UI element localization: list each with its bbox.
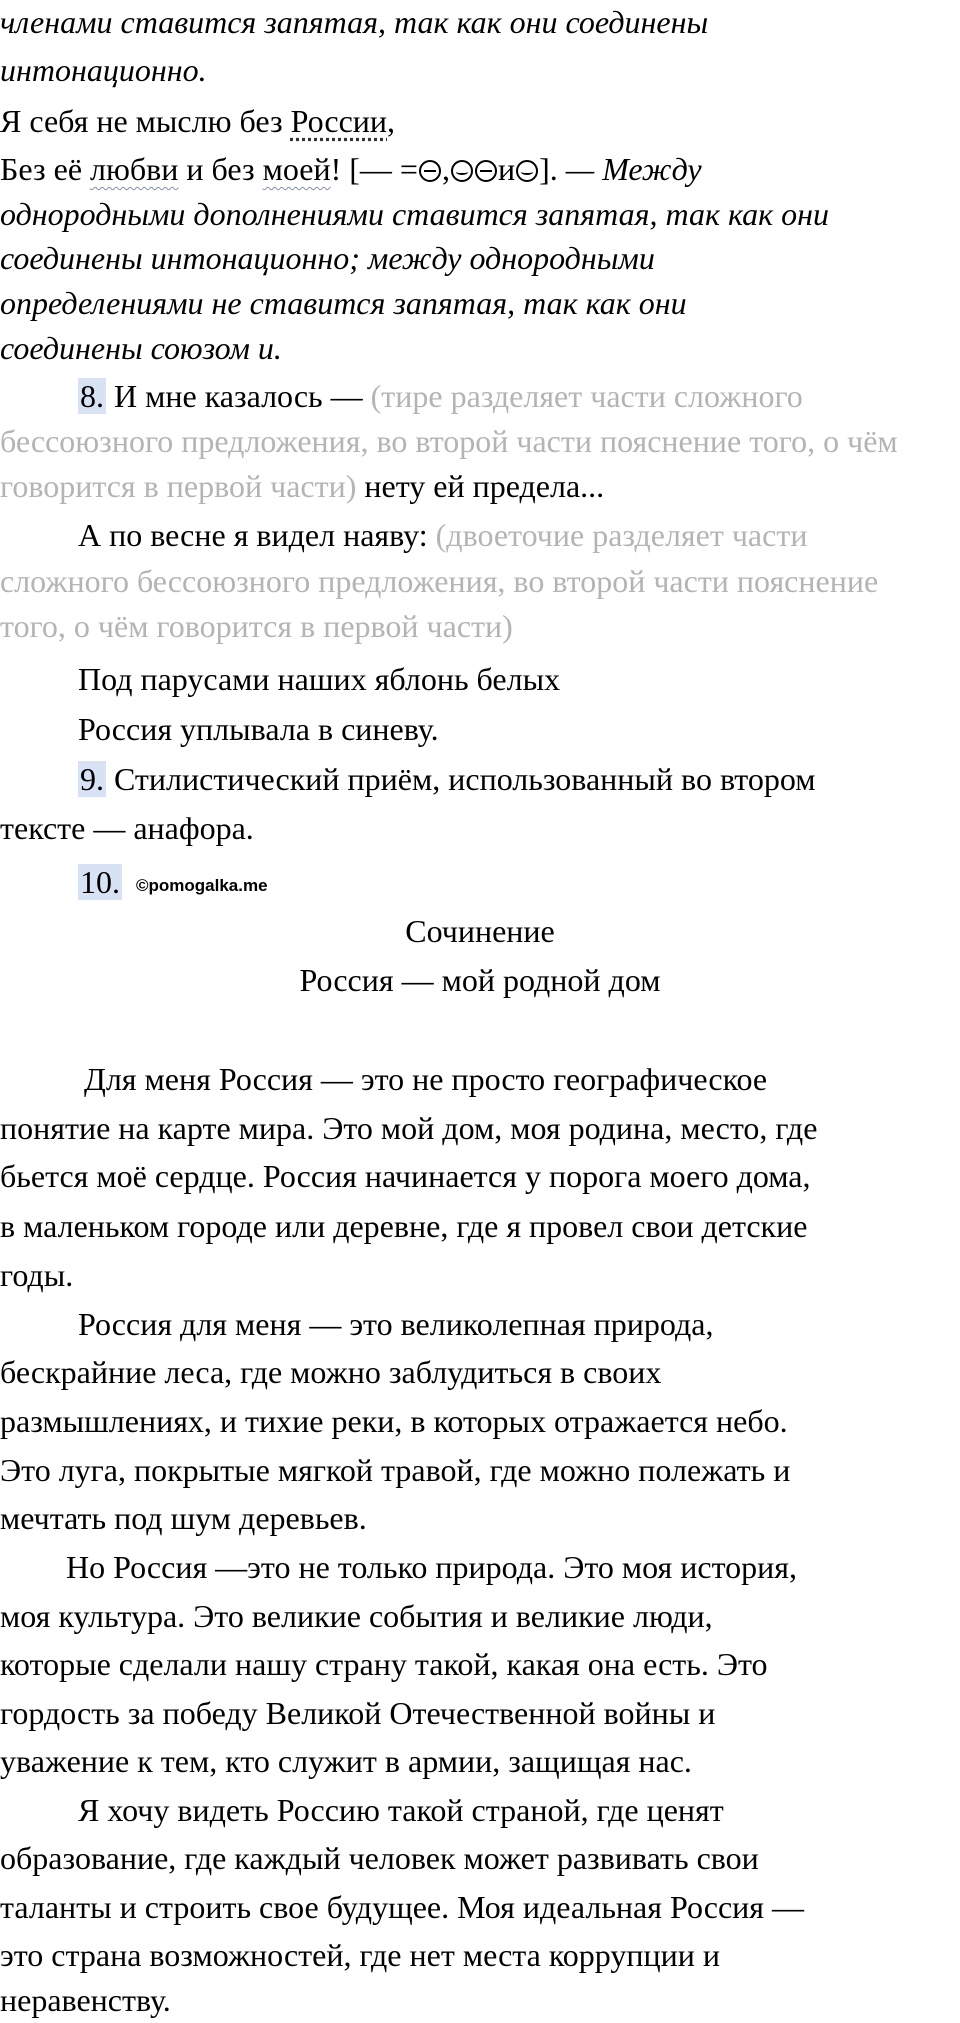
wave-circle-icon <box>516 160 538 182</box>
explanation-text: соединены союзом и. <box>0 330 282 366</box>
essay-subtitle-text: Россия — мой родной дом <box>299 962 661 998</box>
gray-comment: говорится в первой части) <box>0 468 357 504</box>
text-line <box>0 283 960 323</box>
essay-subtitle <box>0 960 960 1000</box>
essay-line <box>0 1108 960 1148</box>
gray-comment: того, о чём говорится в первой части) <box>0 608 513 644</box>
essay-text: Для меня Россия — это не просто географическое <box>84 1061 768 1097</box>
poem-text: И мне казалось — <box>106 378 371 414</box>
task-number: 8. <box>80 378 104 414</box>
essay-line <box>0 1401 960 1441</box>
essay-line <box>0 1790 960 1830</box>
scheme-text: и <box>497 151 516 187</box>
wave-circle-icon <box>451 160 473 182</box>
answer-text: тексте — анафора. <box>0 810 254 846</box>
poem-text: Россия уплывала в синеву. <box>78 711 439 747</box>
essay-text: неравенству. <box>0 1982 171 2018</box>
scheme-text: , <box>441 151 450 187</box>
scheme-text: ! [— = <box>330 151 418 187</box>
poem-line <box>0 101 960 141</box>
text-line <box>0 466 960 506</box>
essay-text: Но Россия —это не только природа. Это моя история, <box>66 1549 797 1585</box>
watermark-logo: ©pomogalka.me <box>136 875 268 895</box>
essay-line <box>0 1741 960 1781</box>
essay-text: уважение к тем, кто служит в армии, защищая нас. <box>0 1743 692 1779</box>
essay-line <box>0 1838 960 1878</box>
dash-circle-icon <box>419 160 441 182</box>
essay-title-text: Сочинение <box>405 913 555 949</box>
essay-line <box>0 1206 960 1246</box>
answer-10-line <box>0 862 960 906</box>
essay-text: таланты и строить свое будущее. Моя идеальная Россия — <box>0 1889 805 1925</box>
text-line <box>0 2 960 42</box>
answer-text: Стилистический приём, использованный во втором <box>106 761 816 797</box>
essay-line <box>0 1059 960 1099</box>
poem-line <box>0 709 960 749</box>
essay-text: размышлениях, и тихие реки, в которых отражается небо. <box>0 1403 788 1439</box>
essay-text: в маленьком городе или деревне, где я провел свои детские <box>0 1208 808 1244</box>
essay-text: это страна возможностей, где нет места коррупции и <box>0 1937 720 1973</box>
poem-text: нету ей предела... <box>356 468 605 504</box>
essay-title <box>0 911 960 951</box>
task-number: 9. <box>80 761 104 797</box>
text-line <box>0 194 960 234</box>
essay-line <box>0 1644 960 1684</box>
essay-text: годы. <box>0 1257 74 1293</box>
explanation-text: однородными дополнениями ставится запятая, так как они <box>0 196 829 232</box>
poem-text: Без её <box>0 151 91 187</box>
text-line <box>0 328 960 368</box>
essay-line <box>0 1255 960 1295</box>
gray-comment: сложного бессоюзного предложения, во второй части пояснение <box>0 563 879 599</box>
poem-text: Я себя не мыслю без <box>0 103 291 139</box>
poem-text: и без <box>178 151 263 187</box>
essay-line <box>0 1693 960 1733</box>
essay-text: моя культура. Это великие события и великие люди, <box>0 1598 713 1634</box>
explanation-text: интонационно. <box>0 52 207 88</box>
essay-text: Россия для меня — это великолепная природа, <box>78 1306 714 1342</box>
gray-comment: бессоюзного предложения, во второй части пояснение того, о чём <box>0 423 898 459</box>
essay-line <box>0 1596 960 1636</box>
text-line <box>0 515 960 555</box>
essay-line <box>0 1450 960 1490</box>
essay-line <box>0 1980 960 2020</box>
essay-text: которые сделали нашу страну такой, какая она есть. Это <box>0 1646 768 1682</box>
essay-text: понятие на карте мира. Это мой дом, моя родина, место, где <box>0 1110 818 1146</box>
text-line <box>0 50 960 90</box>
essay-line <box>0 1304 960 1344</box>
scheme-text: ]. <box>539 151 566 187</box>
essay-text: бьется моё сердце. Россия начинается у порога моего дома, <box>0 1158 811 1194</box>
poem-line <box>0 659 960 699</box>
explanation-text: членами ставится запятая, так как они соединены <box>0 4 709 40</box>
text-line <box>0 808 960 848</box>
explanation-text: — Между <box>565 151 702 187</box>
essay-line <box>0 1498 960 1538</box>
essay-text: Это луга, покрытые мягкой травой, где можно полежать и <box>0 1452 791 1488</box>
essay-line <box>0 1547 960 1587</box>
text-line <box>0 421 960 461</box>
modifier-underlined-word: моей <box>262 151 331 187</box>
text-line <box>0 606 960 646</box>
text-line <box>0 561 960 601</box>
essay-text: мечтать под шум деревьев. <box>0 1500 367 1536</box>
explanation-text: соединены интонационно; между однородными <box>0 240 655 276</box>
explanation-text: определениями не ставится запятая, так как они <box>0 285 687 321</box>
answer-9-line <box>0 759 960 799</box>
essay-line <box>0 1156 960 1196</box>
essay-line <box>0 1935 960 1975</box>
essay-text: образование, где каждый человек может развивать свои <box>0 1840 759 1876</box>
gray-comment: (тире разделяет части сложного <box>370 378 803 414</box>
modifier-underlined-word: любви <box>90 151 179 187</box>
text-line <box>0 238 960 278</box>
essay-text: гордость за победу Великой Отечественной войны и <box>0 1695 716 1731</box>
essay-line <box>0 1352 960 1392</box>
poem-text: А по весне я видел наяву: <box>78 517 436 553</box>
gray-comment: (двоеточие разделяет части <box>435 517 808 553</box>
essay-text: Я хочу видеть Россию такой страной, где ценят <box>78 1792 724 1828</box>
task-number: 10. <box>80 864 120 900</box>
punctuation: , <box>387 103 396 139</box>
essay-line <box>0 1887 960 1927</box>
poem-text: Под парусами наших яблонь белых <box>78 661 561 697</box>
answer-8-line <box>0 376 960 416</box>
subject-underlined-word: России <box>290 103 388 139</box>
essay-text: бескрайние леса, где можно заблудиться в своих <box>0 1354 662 1390</box>
dash-circle-icon <box>475 160 497 182</box>
poem-line <box>0 149 960 189</box>
